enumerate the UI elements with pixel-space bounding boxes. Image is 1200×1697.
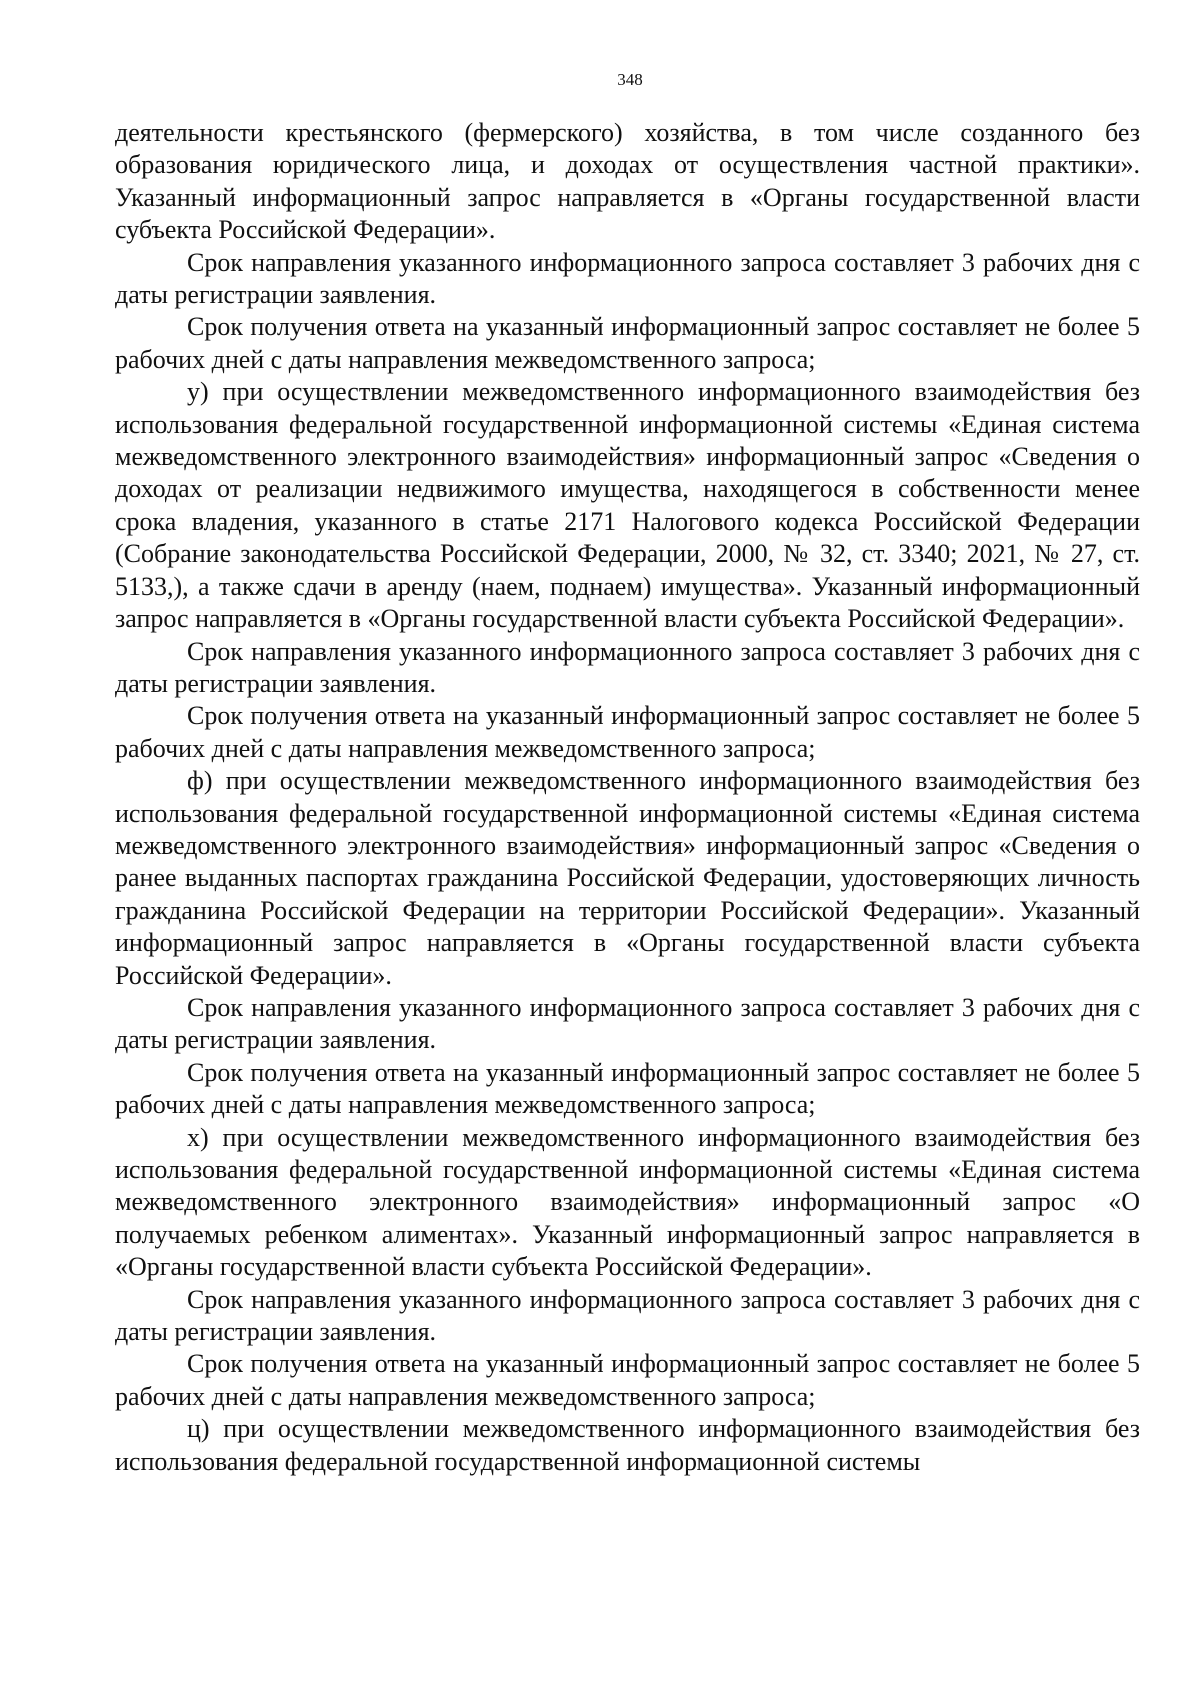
paragraph-response-deadline: Срок получения ответа на указанный информационный запрос составляет не более 5 рабочих дней с даты направления межведомственного запроса; bbox=[115, 1349, 1140, 1411]
paragraph-continuation: деятельности крестьянского (фермерского) хозяйства, в том числе созданного без образования юридического лица, и доходах от осуществления частной практики». Указанный информационный запрос направляется в «Органы государственной власти субъекта Российской Федерации». bbox=[115, 118, 1140, 245]
document-body bbox=[115, 117, 1140, 1478]
paragraph-response-deadline: Срок получения ответа на указанный информационный запрос составляет не более 5 рабочих дней с даты направления межведомственного запроса; bbox=[115, 1057, 1140, 1120]
paragraph-item-ts: ц) при осуществлении межведомственного информационного взаимодействия без использования федеральной государственной информационной системы bbox=[115, 1414, 1140, 1476]
paragraph-request-deadline: Срок направления указанного информационного запроса составляет 3 рабочих дня с даты регистрации заявления. bbox=[115, 1284, 1140, 1347]
paragraph-item-u: у) при осуществлении межведомственного информационного взаимодействия без использования федеральной государственной информационной системы «Единая система межведомственного электронного взаимодействия» информационный запрос «Сведения о доходах от реализации недвижимого имущества, находящегося в собственности менее срока владения, указанного в статье 2171 Налогового кодекса Российской Федерации (Собрание законодательства Российской Федерации, 2000, № 32, ст. 3340; 2021, № 27, ст. 5133,), а также сдачи в аренду (наем, поднаем) имущества». Указанный информационный запрос направляется в «Органы государственной власти субъекта Российской Федерации». bbox=[115, 377, 1140, 634]
paragraph-response-deadline: Срок получения ответа на указанный информационный запрос составляет не более 5 рабочих дней с даты направления межведомственного запроса; bbox=[115, 312, 1140, 374]
paragraph-item-kh: х) при осуществлении межведомственного информационного взаимодействия без использования федеральной государственной информационной системы «Единая система межведомственного электронного взаимодействия» информационный запрос «О получаемых ребенком алиментах». Указанный информационный запрос направляется в «Органы государственной власти субъекта Российской Федерации». bbox=[115, 1122, 1140, 1282]
paragraph-response-deadline: Срок получения ответа на указанный информационный запрос составляет не более 5 рабочих дней с даты направления межведомственного запроса; bbox=[115, 701, 1140, 763]
page-number: 348 bbox=[617, 70, 643, 89]
paragraph-item-f: ф) при осуществлении межведомственного информационного взаимодействия без использования федеральной государственной информационной системы «Единая система межведомственного электронного взаимодействия» информационный запрос «Сведения о ранее выданных паспортах гражданина Российской Федерации, удостоверяющих личность гражданина Российской Федерации на территории Российской Федерации». Указанный информационный запрос направляется в «Органы государственной власти субъекта Российской Федерации». bbox=[115, 766, 1140, 990]
paragraph-request-deadline: Срок направления указанного информационного запроса составляет 3 рабочих дня с даты регистрации заявления. bbox=[115, 636, 1140, 698]
paragraph-request-deadline: Срок направления указанного информационного запроса составляет 3 рабочих дня с даты регистрации заявления. bbox=[115, 992, 1140, 1055]
paragraph-request-deadline: Срок направления указанного информационного запроса составляет 3 рабочих дня с даты регистрации заявления. bbox=[115, 247, 1140, 310]
